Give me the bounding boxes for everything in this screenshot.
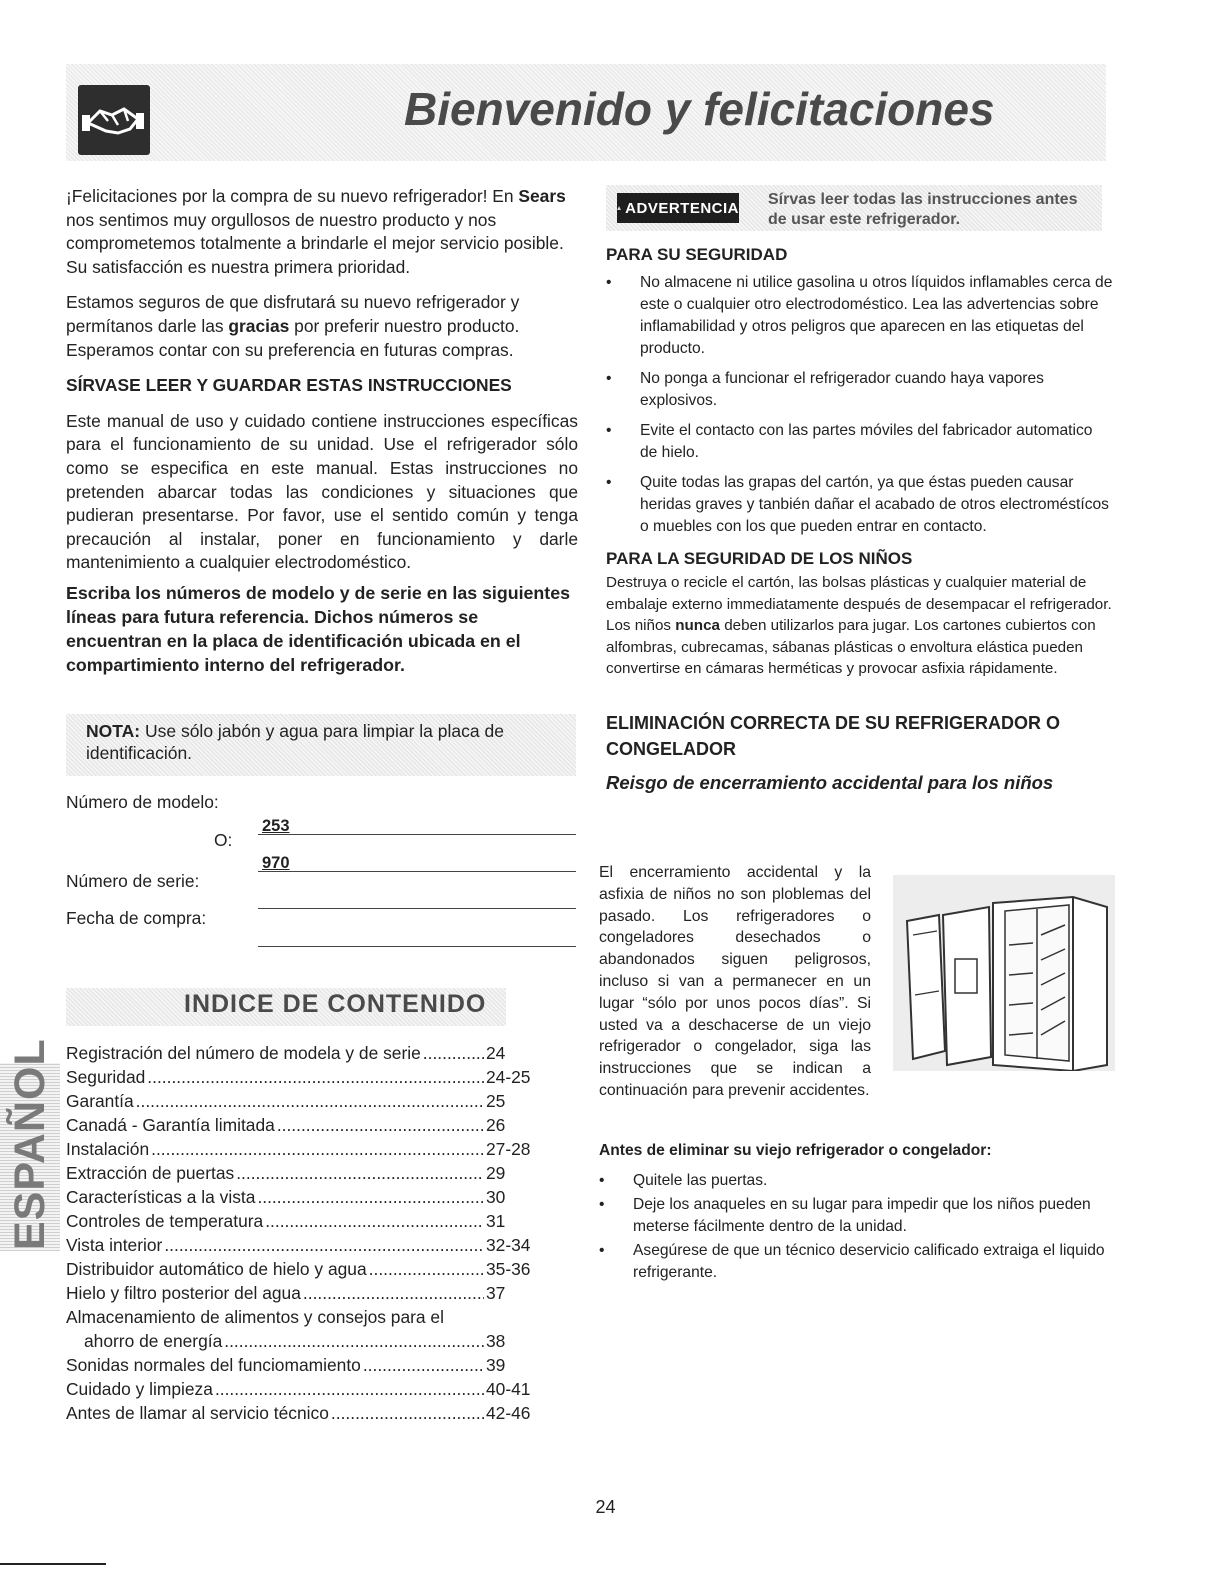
disposal-heading: ELIMINACIÓN CORRECTA DE SU REFRIGERADOR O CONGELADOR [606, 712, 1061, 759]
left-column [66, 185, 578, 689]
intro-paragraph-2: Estamos seguros de que disfrutará su nuevo refrigerador y permítanos darle las gracias por preferir nuestro producto. Esperamos contar con su preferencia en futuras compras. [66, 292, 520, 360]
toc-row[interactable]: Registración del número de modela y de serie ..... 24 [66, 1041, 536, 1065]
page-number: 24 [595, 1497, 616, 1517]
list-item: • Quite todas las grapas del cartón, ya que éstas pueden causar heridas graves y tanbién dañar el acabado de otros electroméstícos o muebles con los que pueden entrar en contacto. [606, 472, 1114, 538]
warning-badge-label: ADVERTENCIA [625, 199, 739, 217]
safety-heading: PARA SU SEGURIDAD [606, 245, 788, 264]
warning-icon [617, 200, 621, 216]
date-line-2[interactable] [258, 928, 576, 947]
list-item: • No almacene ni utilice gasolina u otros líquidos inflamables cerca de este o cualquier otro electrodoméstico. Lea las advertencias sobre inflamabilidad y otros peligros que aparecen en las etiquetas del producto. [606, 272, 1114, 360]
toc-row[interactable]: Controles de temperatura ..... 31 [66, 1209, 536, 1233]
toc-row[interactable]: Garantía ..... 25 [66, 1089, 536, 1113]
date-label: Fecha de compra: [66, 908, 207, 928]
handshake-icon [78, 85, 150, 155]
before-disposal [599, 1140, 1111, 1286]
safety-list [606, 272, 1114, 538]
toc-row[interactable]: Almacenamiento de alimentos y consejos para el [66, 1307, 444, 1327]
table-of-contents [66, 1041, 536, 1425]
instructions-heading: SÍRVASE LEER Y GUARDAR ESTAS INSTRUCCIONES [66, 375, 512, 396]
warning-badge [617, 193, 739, 223]
list-item: • Deje los anaqueles en su lugar para impedir que los niños pueden meterse fácilmente dentro de la unidad. [599, 1194, 1111, 1238]
toc-row[interactable]: Extracción de puertas ..... 29 [66, 1161, 536, 1185]
toc-row[interactable]: Sonidas normales del funciomamiento ..... 39 [66, 1353, 536, 1377]
model-line[interactable] [258, 816, 576, 835]
serial-label: Número de serie: [66, 871, 200, 891]
disposal-subheading: Reisgo de encerramiento accidental para los niños [606, 771, 1054, 793]
toc-title: INDICE DE CONTENIDO [184, 990, 487, 1018]
fridge-illustration [893, 875, 1115, 1071]
toc-row[interactable]: Instalación ..... 27-28 [66, 1137, 536, 1161]
toc-row[interactable]: Características a la vista ..... 30 [66, 1185, 536, 1209]
page-title: Bienvenido y felicitaciones [404, 83, 995, 135]
list-item: • No ponga a funcionar el refrigerador cuando haya vapores explosivos. [606, 368, 1114, 412]
intro-paragraph-1: ¡Felicitaciones por la compra de su nuevo refrigerador! En Sears nos sentimos muy orgullosos de nuestro producto y nos comprometemos totalmente a brindarle el mejor servicio posible. Su satisfacción es nuestra primera prioridad. [66, 186, 566, 277]
instructions-body: Este manual de uso y cuidado contiene instrucciones específicas para el funcionamiento de su unidad. Use el refrigerador sólo como se especifica en este manual. Estas instrucciones no pretenden abarcar todas las condiciones y situaciones que pudieran presentarse. Por favor, use el sentido común y tenga precaución al instalar, poner en funcionamiento y darle mantenimiento a cualquier electrodoméstico. [66, 410, 578, 573]
serial-line[interactable] [258, 853, 576, 872]
toc-row[interactable]: Antes de llamar al servicio técnico ..... 42-46 [66, 1401, 536, 1425]
warning-text: Sírvas leer todas las instrucciones antes de usar este refrigerador. [768, 191, 1078, 228]
list-item: • Asegúrese de que un técnico deservicio calificado extraiga el liquido refrigerante. [599, 1240, 1111, 1284]
list-item: • Quitele las puertas. [599, 1170, 1111, 1192]
toc-row[interactable]: Vista interior ..... 32-34 [66, 1233, 536, 1257]
toc-row[interactable]: Hielo y filtro posterior del agua ..... 37 [66, 1281, 536, 1305]
language-tab-label: ESPAÑOL [6, 1038, 54, 1250]
model-label: Número de modelo: [66, 792, 219, 812]
right-column [606, 244, 1114, 794]
nota-box: NOTA: Use sólo jabón y agua para limpiar la placa de identificación. [66, 714, 576, 776]
list-item: • Evite el contacto con las partes móviles del fabricador automatico de hielo. [606, 420, 1114, 464]
toc-row[interactable]: Canadá - Garantía limitada ..... 26 [66, 1113, 536, 1137]
or-label: O: [214, 830, 233, 850]
before-disposal-list [599, 1170, 1111, 1284]
disposal-body: El encerramiento accidental y la asfixia de niños no son ploblemas del pasado. Los refrigeradores o congeladores desechados o abandonados siguen peligrosos, incluso si van a permanecer en un lugar “sólo por unos pocos días”. Si usted va a deschacerse de un viejo refrigerador o congelador, siga las instrucciones que se indican a continuación para prevenir accidentes. [599, 864, 871, 1099]
serial-value: 970 [262, 854, 290, 872]
before-disposal-heading: Antes de eliminar su viejo refrigerador o congelador: [599, 1142, 992, 1159]
children-safety-heading: PARA LA SEGURIDAD DE LOS NIÑOS [606, 549, 913, 568]
toc-row[interactable]: Cuidado y limpieza ..... 40-41 [66, 1377, 536, 1401]
toc-row[interactable]: Seguridad ..... 24-25 [66, 1065, 536, 1089]
children-safety-body: Destruya o recicle el cartón, las bolsas plásticas y cualquier material de embalaje externo immediatamente después de desempacar el refrigerador. Los niños nunca deben utilizarlos para jugar. Los cartones cubiertos con alfombras, cubrecamas, sábanas plásticas o envoltura elástica pueden convertirse en cámaras herméticas y provocar asfixia rápidamente. [606, 574, 1112, 677]
model-value: 253 [262, 817, 290, 835]
footer-rule [0, 1563, 106, 1565]
toc-row[interactable]: Distribuidor automático de hielo y agua ..... 35-36 [66, 1257, 536, 1281]
date-line-1[interactable] [258, 890, 576, 909]
toc-row[interactable]: ahorro de energía ..... 38 [66, 1329, 536, 1353]
model-serial-note: Escriba los números de modelo y de serie en las siguientes líneas para futura referencia. Dichos números se encuentran en la placa de identificación ubicada en el compartimiento interno del refrigerador. [66, 582, 570, 675]
